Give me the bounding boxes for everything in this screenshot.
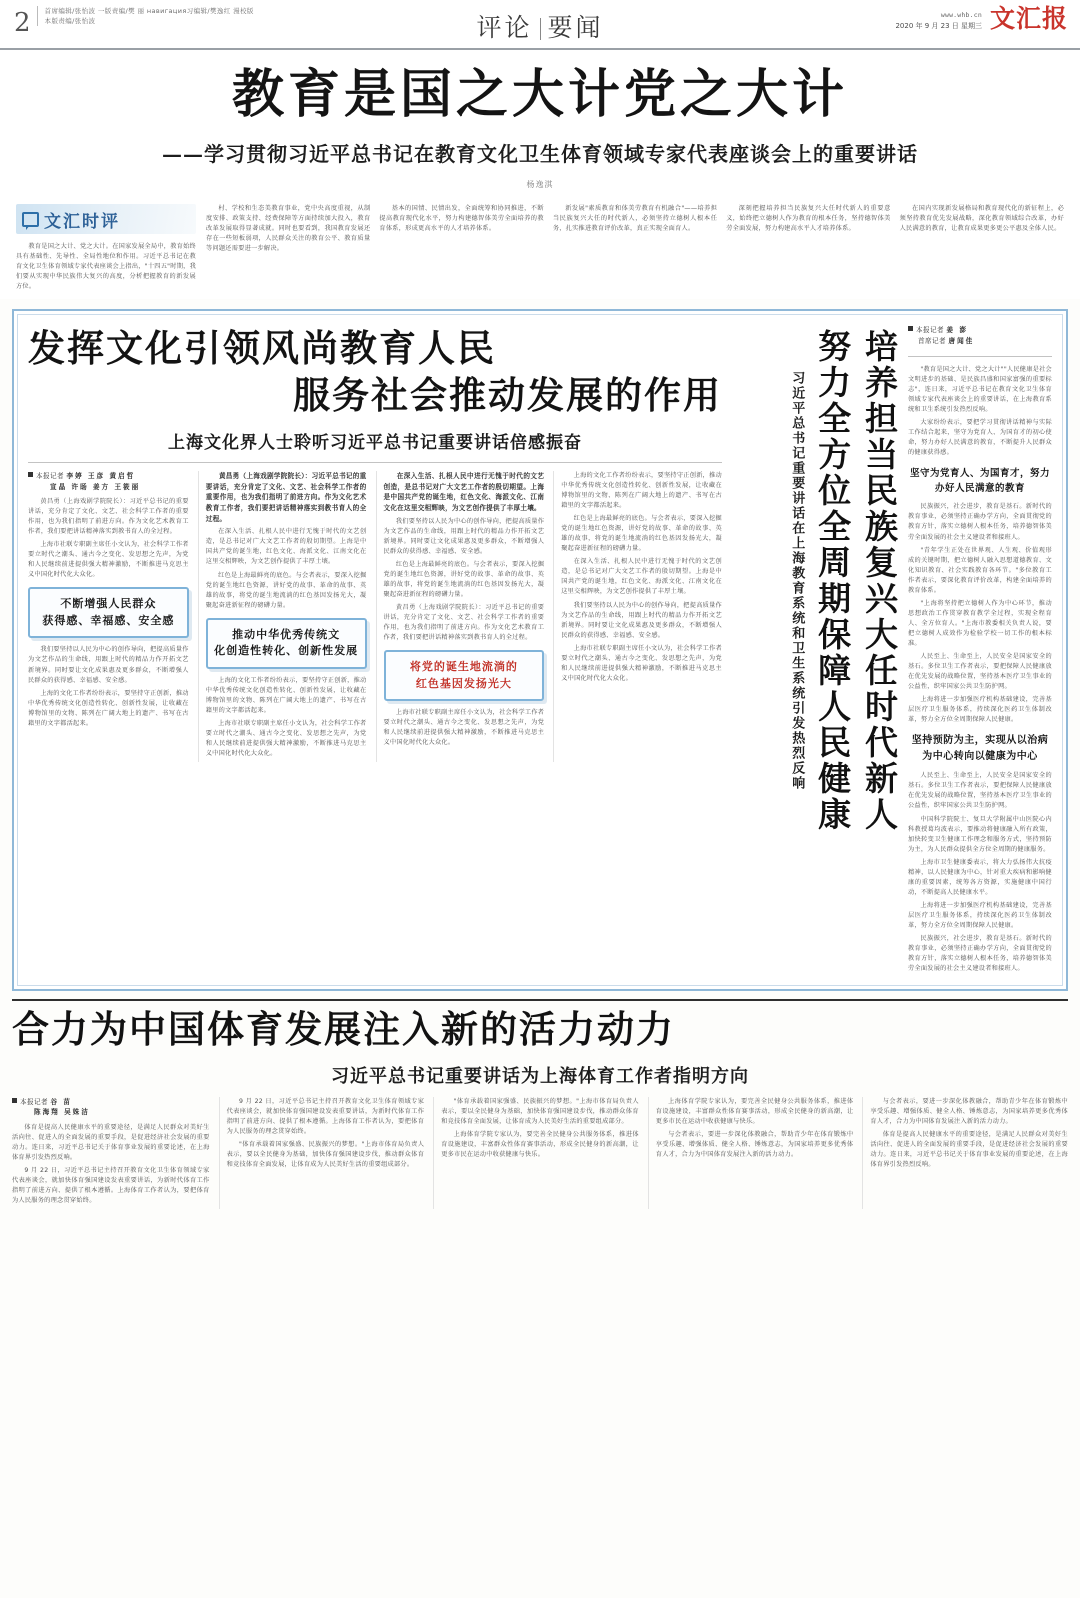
sports-text-5: [870, 1097, 1068, 1170]
paragraph: 与会者表示，要进一步深化体教融合，帮助青少年在体育锻炼中享受乐趣、增强体质、健全人格、锤炼意志，为国家培养更多优秀体育人才，合力为中国体育发展注入新的活力动力。: [655, 1130, 854, 1158]
sports-column-4: [648, 1097, 854, 1209]
commentary-column-2: [206, 204, 370, 257]
culture-column-4: [553, 471, 722, 762]
sports-text-4: [656, 1097, 854, 1160]
vertical-subhead: 习近平总书记重要讲话在上海教育系统和卫生系统引发热烈反响: [789, 371, 805, 792]
website-url[interactable]: www.whb.cn: [940, 10, 982, 19]
callout-line-1: 将党的诞生地流淌的: [409, 660, 518, 674]
paragraph: "体育承载着国家强盛、民族振兴的梦想。"上海市体育局负责人表示，要以全民健身为基础，加快体育强国建设步伐，推动群众体育和竞技体育全面发展，让体育成为人民美好生活的重要组成部分。: [441, 1097, 639, 1125]
education-section-head: 坚守为党育人、为国育才，努力办好人民满意的教育: [909, 467, 1050, 495]
vertical-headline: [857, 329, 900, 849]
education-health-feature: [732, 325, 1052, 977]
paragraph: 黄昌勇（上海戏剧学院院长）：习近平总书记的重要讲话，充分肯定了文化、文艺、社会科学工作者的重要作用，也为我们指明了前进方向。作为文化艺术教育工作者，我们要把讲话精神落实到教书育人的全过程。: [383, 604, 545, 642]
education-health-byline: [908, 325, 1052, 346]
paragraph: 9 月 22 日，习近平总书记主持召开教育文化卫生体育领域专家代表座谈会，就加快体育强国建设发表重要讲话，为新时代体育工作指明了前进方向、提供了根本遵循。上海体育工作者认为，要把体育为人民服务的理念贯穿始终。: [226, 1097, 425, 1135]
commentary-column-6: [900, 204, 1064, 257]
divider: [908, 356, 1052, 357]
page-number: 2: [14, 8, 31, 38]
paragraph: 上海市社联专职副主席任小文认为，社会科学工作者要立时代之潮头、通古今之变化、发思想之先声，为党和人民继续前进提供强大精神激励，不断推进马克思主义中国化时代化大众化。: [383, 709, 545, 747]
sports-column-2: [219, 1097, 425, 1209]
paragraph: 在深入生活、扎根人民中进行无愧于时代的文艺创造，是总书记对广大文艺工作者的殷切期望。上海是中国共产党的诞生地，红色文化、海派文化、江南文化在这里交相辉映，为文艺创作提供了丰厚土壤。: [561, 558, 722, 596]
culture-text-4: [561, 471, 722, 684]
callout-box-1: [28, 587, 189, 638]
culture-headline: [28, 325, 722, 418]
vertical-headline-line-2: 努力全方位全周期保障人民健康: [813, 329, 853, 834]
commentary-logo-label: 文汇时评: [44, 211, 120, 232]
paragraph: 体育是提高人民健康水平的重要途径，是满足人民群众对美好生活向往、促进人的全面发展的重要手段，是促进经济社会发展的重要动力。连日来，习近平总书记关于体育事业发展的重要论述，在上海体育界引发热烈反响。: [870, 1130, 1068, 1168]
sports-text-2: [227, 1097, 425, 1170]
callout-line-2: 获得感、幸福感、安全感: [42, 613, 175, 627]
sports-text-3: [441, 1097, 639, 1160]
paragraph: "教育是国之大计、党之大计""人民健康是社会文明进步的基础、是民族昌盛和国家富强的重要标志"，连日来，习近平总书记在教育文化卫生体育领域专家代表座谈会上的重要讲话，在上海教育系统和卫生系统引发热烈反响。: [908, 365, 1052, 413]
vertical-headline-panel: [732, 325, 900, 977]
paragraph: 大家纷纷表示，要把学习贯彻讲话精神与实际工作结合起来，坚守为党育人、为国育才的初心使命，努力办好人民满意的教育，不断提升人民群众的健康获得感。: [908, 418, 1052, 456]
commentary-byline: 杨逸淇: [526, 180, 554, 190]
culture-subhead: 上海文化界人士聆听习近平总书记重要讲话倍感振奋: [168, 432, 582, 453]
sports-article: [12, 999, 1068, 1209]
paragraph: 我们要坚持以人民为中心的创作导向，把提高质量作为文艺作品的生命线，用跟上时代的精品力作开拓文艺新境界。同时要让文化成果惠及更多群众，不断增强人民群众的获得感、幸福感、安全感。: [28, 646, 189, 684]
masthead-right-text: [895, 11, 982, 31]
section-divider: [540, 18, 541, 40]
paragraph: 黄昌勇（上海戏剧学院院长）：习近平总书记的重要讲话，充分肯定了文化、文艺、社会科学工作者的重要作用，也为我们指明了前进方向。作为文化艺术教育工作者，我们要把讲话精神落实到教书育人的全过程。: [28, 498, 189, 536]
byline-name-2: 陈海翔 吴姝洁: [34, 1108, 90, 1117]
paragraph: 9 月 22 日，习近平总书记主持召开教育文化卫生体育领域专家代表座谈会，就加快体育强国建设发表重要讲话，为新时代体育工作指明了前进方向、提供了根本遵循。上海体育工作者认为，要把体育为人民服务的理念贯穿始终。: [12, 1166, 210, 1205]
sports-subhead: 习近平总书记重要讲话为上海体育工作者指明方向: [331, 1065, 749, 1087]
paragraph: 黄昌勇（上海戏剧学院院长）：习近平总书记的重要讲话，充分肯定了文化、文艺、社会科学工作者的重要作用，也为我们指明了前进方向。作为文化艺术教育工作者，我们要把讲话精神落实到教书育人的全过程。: [205, 471, 367, 523]
culture-text-3: [384, 517, 545, 644]
sports-byline: [12, 1097, 210, 1118]
paragraph: 我们要坚持以人民为中心的创作导向，把提高质量作为文艺作品的生命线，用跟上时代的精品力作开拓文艺新境界。同时要让文化成果惠及更多群众，不断增强人民群众的获得感、幸福感、安全感。: [383, 517, 545, 555]
callout-box-2: [206, 618, 367, 669]
paragraph: 教育是国之大计、党之大计。在国家发展全局中，教育始终具有基础性、先导性、全局性地位和作用。习近平总书记在教育文化卫生体育领域专家代表座谈会上指出，"十四五"时期，我们要从实现中华民族伟大复兴的高度，分析把握教育的新发展方位。: [16, 243, 197, 291]
paragraph: 上海市卫生健康委表示，将大力弘扬伟大抗疫精神，以人民健康为中心，针对重大疾病和影响健康的重要因素，统筹各方资源，实施健康中国行动，不断提高人民健康水平。: [908, 858, 1052, 896]
feature-article-frame: [12, 309, 1068, 991]
byline-name-1: 谷 苗: [50, 1097, 72, 1106]
commentary-headline: 教育是国之大计党之大计: [231, 64, 848, 125]
paragraph: 人民至上、生命至上，人民安全是国家安全的基石。多位卫生工作者表示，要把保障人民健康放在优先发展的战略位置，坚持基本医疗卫生事业的公益性，织牢国家公共卫生防护网。: [908, 653, 1052, 691]
culture-column-3: [376, 471, 545, 762]
paragraph: 红色是上海最鲜亮的底色。与会者表示，要深入挖掘党的诞生地红色资源，讲好党的故事、革命的故事、英雄的故事，将党的诞生地流淌的红色基因发扬光大，凝聚起奋进新征程的磅礴力量。: [561, 515, 722, 553]
square-bullet-icon: [28, 472, 33, 477]
sports-column-1: [12, 1097, 210, 1209]
commentary-logo-column: [16, 204, 196, 295]
paragraph: 上海体育学院专家认为，要完善全民健身公共服务体系，推进体育设施建设，丰富群众性体育赛事活动，形成全民健身的新高潮，让更多市民在运动中收获健康与快乐。: [655, 1097, 854, 1125]
commentary-column-1: [16, 242, 196, 292]
paragraph: 红色是上海最鲜亮的底色。与会者表示，要深入挖掘党的诞生地红色资源，讲好党的故事、革命的故事、英雄的故事，将党的诞生地流淌的红色基因发扬光大，凝聚起奋进新征程的磅礴力量。: [383, 560, 545, 598]
publication-date: 2020 年 9 月 23 日 星期三: [895, 21, 982, 30]
paragraph: 在深入生活、扎根人民中进行无愧于时代的文艺创造，是总书记对广大文艺工作者的殷切期望。上海是中国共产党的诞生地，红色文化、海派文化、江南文化在这里交相辉映，为文艺创作提供了丰厚土壤。: [383, 471, 545, 512]
paragraph: "上海将坚持把立德树人作为中心环节，推动思想政治工作贯穿教育教学全过程，实现全程育人、全方位育人。"上海市教委相关负责人说，要把立德树人成效作为检验学校一切工作的根本标准。: [908, 599, 1052, 647]
sports-headline: 合力为中国体育发展注入新的活力动力: [12, 1007, 675, 1052]
vertical-headline-line-1: 培养担当民族复兴大任时代新人: [860, 329, 899, 834]
culture-text-1: [28, 497, 189, 580]
paragraph: 上海将进一步加强医疗机构基础建设，完善基层医疗卫生服务体系，持续深化医药卫生体制改革，努力全方位全周期保障人民健康。: [908, 696, 1052, 724]
paragraph: 上海将进一步加强医疗机构基础建设，完善基层医疗卫生服务体系，持续深化医药卫生体制改革，努力全方位全周期保障人民健康。: [908, 901, 1052, 929]
paragraph: 上海市社联专职副主席任小文认为，社会科学工作者要立时代之潮头、通古今之变化、发思想之先声，为党和人民继续前进提供强大精神激励，不断推进马克思主义中国化时代化大众化。: [205, 719, 367, 758]
education-health-text: [908, 325, 1052, 977]
health-section-head: 坚持预防为主，实现从以治病为中心转向以健康为中心: [911, 735, 1049, 763]
education-health-para-group-1: [908, 365, 1052, 458]
sports-columns: [12, 1097, 1068, 1209]
paragraph: 体育是提高人民健康水平的重要途径，是满足人民群众对美好生活向往、促进人的全面发展的重要手段，是促进经济社会发展的重要动力。连日来，习近平总书记关于体育事业发展的重要论述，在上海体育界引发热烈反响。: [12, 1123, 210, 1161]
section-title-left: 评论: [476, 13, 533, 42]
culture-text-2: [206, 527, 367, 610]
paragraph: 上海的文化工作者纷纷表示，要坚持守正创新，推动中华优秀传统文化创造性转化、创新性发展，让收藏在博物馆里的文物、陈列在广阔大地上的遗产、书写在古籍里的文字都活起来。: [205, 676, 367, 714]
paragraph: 上海市社联专职副主席任小文认为，社会科学工作者要立时代之潮头、通古今之变化、发思想之先声，为党和人民继续前进提供强大精神激励，不断推进马克思主义中国化时代化大众化。: [28, 541, 189, 579]
culture-feature: [28, 325, 722, 977]
wenhui-commentary-logo: [16, 204, 196, 234]
callout-line-1: 不断增强人民群众: [60, 597, 157, 611]
culture-byline: [28, 471, 189, 492]
paragraph: 民族振兴，社会进步，教育是基石。新时代的教育事业，必须坚持正确办学方向，全面贯彻党的教育方针，落实立德树人根本任务，培养德智体美劳全面发展的社会主义建设者和接班人。: [908, 503, 1052, 541]
sports-text-1: [12, 1123, 210, 1206]
callout-line-1: 推动中华优秀传统文: [232, 627, 341, 641]
culture-columns: [28, 471, 722, 762]
paragraph: 民族振兴，社会进步，教育是基石。新时代的教育事业，必须坚持正确办学方向，全面贯彻党的教育方针，落实立德树人根本任务，培养德智体美劳全面发展的社会主义建设者和接班人。: [908, 935, 1052, 973]
education-health-para-group-2: [908, 502, 1052, 725]
callout-box-3: [384, 650, 545, 701]
culture-text-1b: [28, 645, 189, 728]
commentary-column-5: [726, 204, 890, 257]
feature-article: [17, 314, 1063, 986]
square-bullet-icon: [908, 326, 913, 331]
paragraph: 基本的国情、民情出发，全面统筹和协同推进，不断提高教育现代化水平，努力构建德智体美劳全面培养的教育体系，形成更高水平的人才培养体系。: [379, 205, 544, 233]
education-health-para-group-3: [908, 771, 1052, 974]
paragraph: 红色是上海最鲜亮的底色。与会者表示，要深入挖掘党的诞生地红色资源，讲好党的故事、革命的故事、英雄的故事，将党的诞生地流淌的红色基因发扬光大，凝聚起奋进新征程的磅礴力量。: [205, 571, 367, 609]
paragraph: 上海的文化工作者纷纷表示，要坚持守正创新，推动中华优秀传统文化创造性转化、创新性发展，让收藏在博物馆里的文物、陈列在广阔大地上的遗产、书写在古籍里的文字都活起来。: [28, 689, 189, 727]
vertical-headline-2: [810, 329, 853, 849]
culture-text-3b: [384, 708, 545, 748]
divider: [28, 462, 722, 463]
commentary-subhead: ——学习贯彻习近平总书记在教育文化卫生体育领域专家代表座谈会上的重要讲话: [162, 142, 918, 167]
byline-name-1: 姜 澎: [946, 326, 968, 335]
callout-line-2: 化创造性转化、创新性发展: [214, 644, 359, 658]
byline-names-2: 宣晶 许旸 姜方 王筱丽: [50, 482, 141, 491]
paragraph: 上海体育学院专家认为，要完善全民健身公共服务体系，推进体育设施建设，丰富群众性体育赛事活动，形成全民健身的新高潮，让更多市民在运动中收获健康与快乐。: [441, 1130, 639, 1158]
commentary-column-3: [379, 204, 543, 257]
masthead: [0, 0, 1080, 50]
paragraph: 上海市社联专职副主席任小文认为，社会科学工作者要立时代之潮头、通古今之变化、发思想之先声，为党和人民继续前进提供强大精神激励，不断推进马克思主义中国化时代化大众化。: [561, 644, 722, 682]
paragraph: "青年学生正处在世界观、人生观、价值观形成的关键时期，把立德树人融入思想道德教育、文化知识教育、社会实践教育各环节。"多位教育工作者表示，要深化教育评价改革，构建全面培养的教育体系。: [908, 546, 1052, 594]
paragraph: 新发展"素质教育和体美劳教育有机融合"——培养担当民族复兴大任的时代新人，必须坚持立德树人根本任务，扎实推进教育评价改革，真正实现全面育人。: [552, 205, 718, 233]
culture-headline-line-1: 发挥文化引领风尚教育人民: [28, 326, 496, 371]
paragraph: 中国科学院院士、复旦大学附属中山医院心内科教授葛均波表示，要推动将健康融入所有政策，加快转变卫生健康工作理念和服务方式，坚持预防为主，为人民群众提供全方位全周期的健康服务。: [908, 815, 1052, 853]
byline-name-2: 唐闻佳: [948, 337, 975, 346]
paragraph: 在深入生活、扎根人民中进行无愧于时代的文艺创造，是总书记对广大文艺工作者的殷切期望。上海是中国共产党的诞生地，红色文化、海派文化、江南文化在这里交相辉映，为文艺创作提供了丰厚土壤。: [205, 528, 367, 566]
paragraph: 上海的文化工作者纷纷表示，要坚持守正创新，推动中华优秀传统文化创造性转化、创新性发展，让收藏在博物馆里的文物、陈列在广阔大地上的遗产、书写在古籍里的文字都活起来。: [561, 471, 722, 510]
commentary-columns: [206, 204, 1064, 257]
byline-label: 本报记者: [36, 471, 64, 480]
culture-text-2b: [206, 676, 367, 759]
paragraph: 我们要坚持以人民为中心的创作导向，把提高质量作为文艺作品的生命线，用跟上时代的精品力作开拓文艺新境界。同时要让文化成果惠及更多群众，不断增强人民群众的获得感、幸福感、安全感。: [561, 601, 722, 639]
paragraph: 深刻把握培养担当民族复兴大任时代新人的重要意义，始终把立德树人作为教育的根本任务，坚持德智体美劳全面发展，努力构建高水平人才培养体系。: [726, 205, 891, 233]
byline-label-1: 本报记者: [20, 1097, 48, 1106]
sports-column-3: [433, 1097, 639, 1209]
paper-logo: 文汇报: [989, 4, 1068, 33]
culture-headline-line-2: 服务社会推动发展的作用: [293, 372, 722, 417]
speech-bubble-icon: [22, 212, 39, 227]
commentary-column-4: [553, 204, 717, 257]
editor-credit-line-1: 首席编辑/张怡波 一版责编/樊 丽 навигация习编辑/樊逸红 漫校版: [44, 7, 254, 15]
paragraph: 村、学校和生态美教育事业，党中央高度重视，从制度安排、政策支持、经费保障等方面持续加大投入，教育改革发展取得显著成就。同时也要看到，我国教育发展还存在一些短板弱项，人民群众关注的教育公平、教育质量等问题还需要进一步解决。: [206, 205, 371, 253]
callout-line-2: 红色基因发扬光大: [415, 676, 512, 690]
culture-column-1: [28, 471, 189, 762]
square-bullet-icon: [12, 1098, 17, 1103]
commentary-block: [0, 50, 1080, 299]
culture-lead-3: [384, 471, 545, 514]
paragraph: "体育承载着国家强盛、民族振兴的梦想。"上海市体育局负责人表示，要以全民健身为基础，加快体育强国建设步伐，推动群众体育和竞技体育全面发展，让体育成为人民美好生活的重要组成部分。: [226, 1140, 425, 1168]
masthead-right: [895, 6, 1068, 31]
culture-lead-2: [206, 471, 367, 524]
byline-label-2: 首席记者: [918, 337, 946, 346]
byline-names-1: 李婷 王彦 黄启哲: [66, 471, 136, 480]
section-title-right: 要闻: [547, 13, 604, 42]
byline-label-1: 本报记者: [916, 326, 944, 335]
sports-column-5: [862, 1097, 1068, 1209]
culture-column-2: [198, 471, 367, 762]
editor-credit-line-2: 本版责编/张怡波: [44, 17, 96, 26]
paragraph: 在国内实现新发展格局和教育现代化的新征程上，必须坚持教育优先发展战略，深化教育领域综合改革，办好人民满意的教育，让教育成果更多更公平惠及全体人民。: [899, 205, 1065, 233]
commentary-body: [16, 204, 1064, 295]
paragraph: 人民至上、生命至上，人民安全是国家安全的基石。多位卫生工作者表示，要把保障人民健康放在优先发展的战略位置，坚持基本医疗卫生事业的公益性，织牢国家公共卫生防护网。: [908, 772, 1052, 810]
paragraph: 与会者表示，要进一步深化体教融合，帮助青少年在体育锻炼中享受乐趣、增强体质、健全人格、锤炼意志，为国家培养更多优秀体育人才，合力为中国体育发展注入新的活力动力。: [870, 1097, 1068, 1125]
